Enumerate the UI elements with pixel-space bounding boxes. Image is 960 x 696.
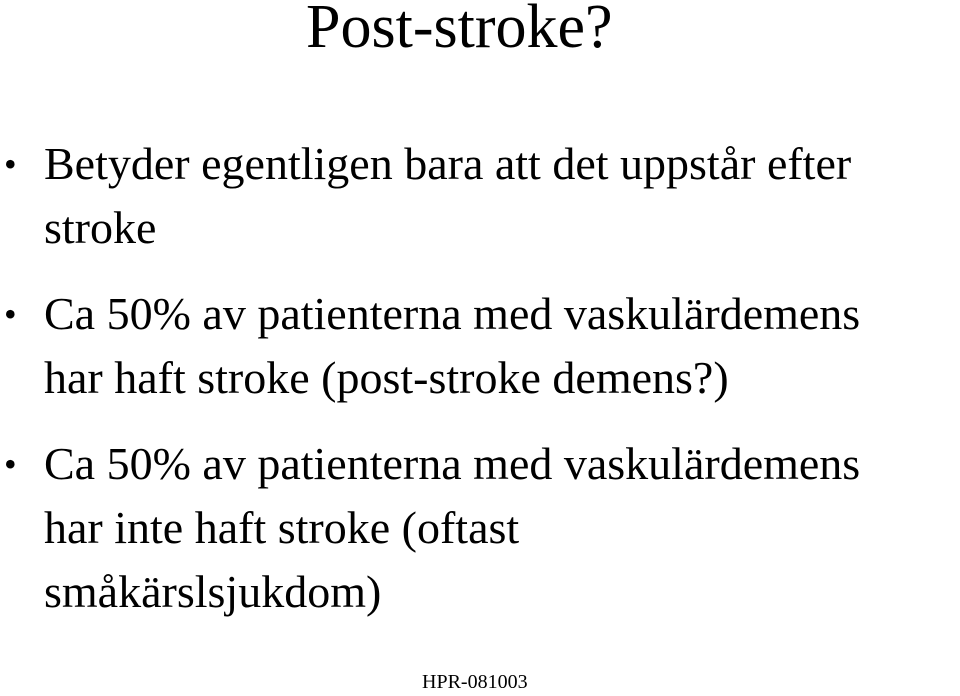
bullet-marker: • [4,294,17,334]
bullet-marker: • [4,444,17,484]
bullet-text: Betyder egentligen bara att det uppstår efter stroke [44,138,852,253]
bullet-item [0,282,960,410]
bullet-text: Ca 50% av patienterna med vaskulärdemens har haft stroke (post-stroke demens?) [44,288,861,403]
bullet-marker: • [4,144,17,184]
bullet-list [0,132,960,646]
footer-code: HPR-081003 [422,671,528,693]
bullet-item [0,432,960,624]
bullet-text: Ca 50% av patienterna med vaskulärdemens har inte haft stroke (oftast småkärslsjukdom) [44,438,861,617]
bullet-item [0,132,960,260]
slide-title: Post-stroke? [306,0,613,61]
